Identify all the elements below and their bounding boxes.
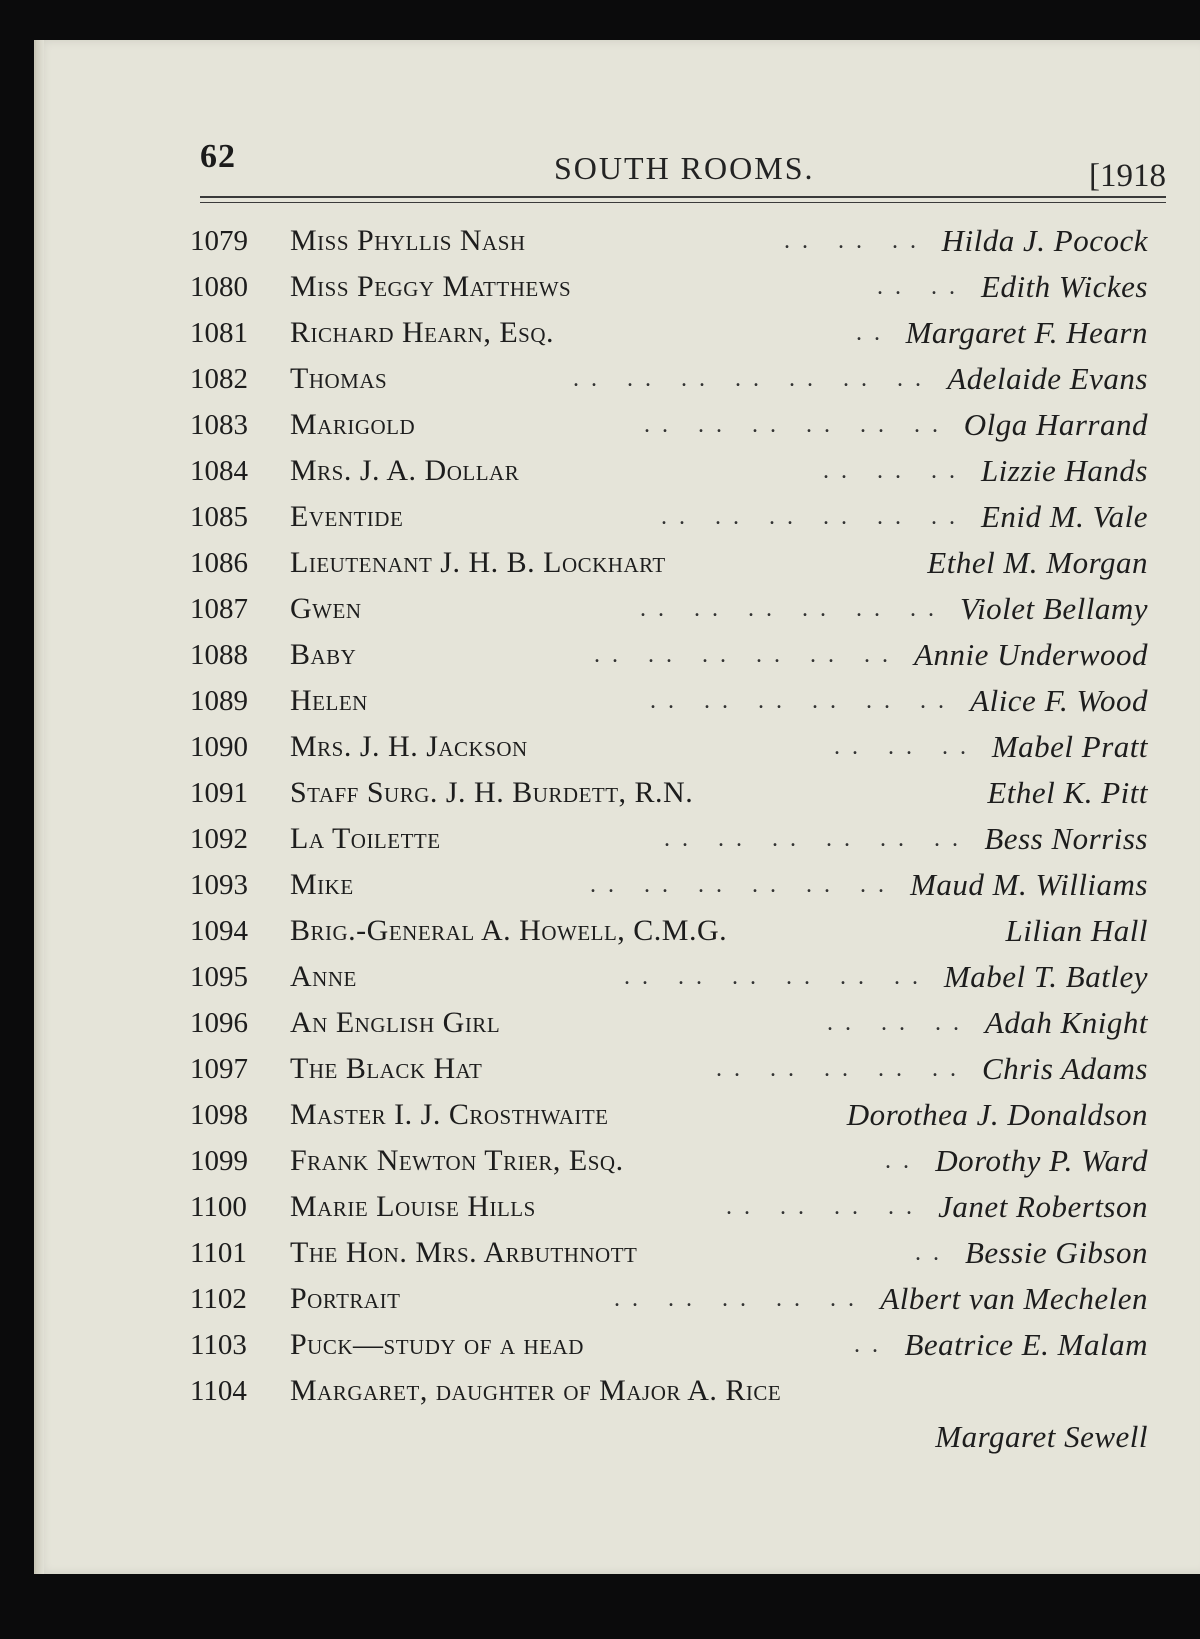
- entry-title: Master I. J. Crosthwaite: [290, 1098, 609, 1131]
- entry-title: Eventide: [290, 500, 404, 533]
- catalogue-entry: [190, 310, 1148, 356]
- entry-title: Portrait: [290, 1282, 401, 1315]
- catalogue-entry: [190, 1276, 1148, 1322]
- entry-artist: Ethel M. Morgan: [927, 545, 1148, 580]
- leader-dots: .. .. .. .. .. ..: [664, 826, 970, 852]
- leader-dots: .. .. .. .. .. .. ..: [573, 366, 933, 392]
- leader-dots: .. .. ..: [784, 228, 928, 254]
- catalogue-entry: [190, 1230, 1148, 1276]
- catalogue-entry: [190, 540, 1148, 586]
- entry-title: Mrs. J. A. Dollar: [290, 454, 520, 487]
- entry-artist: Enid M. Vale: [981, 499, 1148, 534]
- entry-artist: Lizzie Hands: [980, 453, 1148, 488]
- entry-number: 1096: [190, 1007, 248, 1039]
- leader-dots: ..: [854, 1332, 890, 1358]
- entry-artist: Bessie Gibson: [964, 1235, 1148, 1270]
- leader-dots: .. .. ..: [827, 1010, 971, 1036]
- entry-number: 1088: [190, 639, 248, 671]
- leader-dots: ..: [885, 1148, 921, 1174]
- catalogue-entry: [190, 632, 1148, 678]
- entry-title: Helen: [290, 684, 368, 717]
- entry-title: Miss Peggy Matthews: [290, 270, 572, 303]
- page-gutter: [36, 40, 44, 1574]
- entry-artist: Bess Norriss: [984, 821, 1148, 856]
- entry-artist: Ethel K. Pitt: [987, 775, 1148, 810]
- entry-artist: Beatrice E. Malam: [904, 1327, 1148, 1362]
- entry-title: An English Girl: [290, 1006, 501, 1039]
- entry-artist: Margaret F. Hearn: [905, 315, 1148, 350]
- year-mark: [1918: [1089, 158, 1166, 194]
- catalogue-entry: [190, 1046, 1148, 1092]
- entry-artist: Albert van Mechelen: [880, 1281, 1148, 1316]
- entry-artist: Adah Knight: [984, 1005, 1148, 1040]
- entry-number: 1087: [190, 593, 248, 625]
- entry-title: Thomas: [290, 362, 388, 395]
- entry-title: Lieutenant J. H. B. Lockhart: [290, 546, 666, 579]
- entry-number: 1092: [190, 823, 248, 855]
- entry-number: 1097: [190, 1053, 248, 1085]
- entry-artist: Maud M. Williams: [910, 867, 1148, 902]
- entry-artist: Annie Underwood: [914, 637, 1148, 672]
- catalogue-entry: [190, 1322, 1148, 1368]
- page-number: 62: [200, 138, 236, 175]
- entry-title: Baby: [290, 638, 357, 671]
- leader-dots: .. .. .. .. .. ..: [661, 504, 967, 530]
- page-header: [200, 108, 1166, 208]
- entry-title: Puck—study of a head: [290, 1328, 584, 1361]
- catalogue-entry: [190, 448, 1148, 494]
- entry-artist: Alice F. Wood: [970, 683, 1148, 718]
- catalogue-entry: [190, 862, 1148, 908]
- entry-title: The Hon. Mrs. Arbuthnott: [290, 1236, 638, 1269]
- entry-number: 1093: [190, 869, 248, 901]
- leader-dots: .. .. ..: [823, 458, 967, 484]
- entry-artist: Hilda J. Pocock: [941, 223, 1148, 258]
- entry-artist: Adelaide Evans: [947, 361, 1148, 396]
- entry-title: Brig.-General A. Howell, C.M.G.: [290, 914, 728, 947]
- catalogue-entry: [190, 678, 1148, 724]
- catalogue-entry: [190, 1000, 1148, 1046]
- entry-number: 1083: [190, 409, 248, 441]
- entry-artist: Violet Bellamy: [959, 591, 1148, 626]
- leader-dots: .. .. ..: [834, 734, 978, 760]
- entry-artist: Edith Wickes: [981, 269, 1148, 304]
- catalogue-entry: [190, 1184, 1148, 1230]
- catalogue-entry: [190, 586, 1148, 632]
- entry-number: 1082: [190, 363, 248, 395]
- leader-dots: .. .. .. .. .. ..: [594, 642, 900, 668]
- header-rule-thin: [200, 202, 1166, 203]
- entry-artist: Mabel T. Batley: [943, 959, 1148, 994]
- catalogue-entry: [190, 1092, 1148, 1138]
- catalogue-entry: [190, 402, 1148, 448]
- entry-title: Miss Phyllis Nash: [290, 224, 526, 257]
- catalogue-entry: [190, 218, 1148, 264]
- entry-number: 1102: [190, 1283, 247, 1315]
- entry-title: La Toilette: [290, 822, 441, 855]
- entry-number: 1079: [190, 225, 248, 257]
- entry-artist: Olga Harrand: [963, 407, 1148, 442]
- entry-number: 1100: [190, 1191, 247, 1223]
- catalogue-entry: [190, 816, 1148, 862]
- entry-title: Staff Surg. J. H. Burdett, R.N.: [290, 776, 694, 809]
- catalogue-entry: [190, 770, 1148, 816]
- entry-artist: Dorothy P. Ward: [935, 1143, 1148, 1178]
- entry-title: Richard Hearn, Esq.: [290, 316, 555, 349]
- entry-number: 1099: [190, 1145, 248, 1177]
- leader-dots: .. .. .. .. .. ..: [590, 872, 896, 898]
- entry-number: 1098: [190, 1099, 248, 1131]
- entry-number: 1084: [190, 455, 248, 487]
- entry-number: 1095: [190, 961, 248, 993]
- catalogue-entry: [190, 908, 1148, 954]
- entry-number: 1080: [190, 271, 248, 303]
- entry-title: Marie Louise Hills: [290, 1190, 536, 1223]
- entry-number: 1090: [190, 731, 248, 763]
- entry-number: 1103: [190, 1329, 247, 1361]
- catalogue-entry: [190, 356, 1148, 402]
- entry-title: Mrs. J. H. Jackson: [290, 730, 528, 763]
- leader-dots: ..: [915, 1240, 951, 1266]
- leader-dots: .. .. .. .. .. ..: [624, 964, 930, 990]
- catalogue-entry: [190, 494, 1148, 540]
- entry-number: 1091: [190, 777, 248, 809]
- entry-artist: Lilian Hall: [1005, 913, 1148, 948]
- leader-dots: .. .. .. .. .. ..: [650, 688, 956, 714]
- leader-dots: ..: [856, 320, 892, 346]
- catalogue-entry: [190, 1368, 1148, 1460]
- entry-artist: Margaret Sewell: [935, 1419, 1148, 1454]
- catalogue-entry: [190, 264, 1148, 310]
- entry-title: Anne: [290, 960, 357, 993]
- header-rule: [200, 196, 1166, 198]
- catalogue-entry: [190, 954, 1148, 1000]
- leader-dots: .. .. .. .. ..: [716, 1056, 968, 1082]
- leader-dots: .. .. .. .. .. ..: [640, 596, 946, 622]
- entry-title: Gwen: [290, 592, 362, 625]
- entry-title: Mike: [290, 868, 354, 901]
- entry-number: 1086: [190, 547, 248, 579]
- catalogue-entry: [190, 1138, 1148, 1184]
- entry-number: 1081: [190, 317, 248, 349]
- leader-dots: .. .. .. ..: [726, 1194, 924, 1220]
- entry-artist: Janet Robertson: [938, 1189, 1148, 1224]
- leader-dots: .. .. .. .. .. ..: [644, 412, 950, 438]
- entry-artist: Chris Adams: [982, 1051, 1148, 1086]
- entry-number: 1104: [190, 1375, 247, 1407]
- leader-dots: .. ..: [877, 274, 967, 300]
- entry-artist: Mabel Pratt: [991, 729, 1148, 764]
- running-title: SOUTH ROOMS.: [554, 150, 815, 186]
- entry-title: Frank Newton Trier, Esq.: [290, 1144, 624, 1177]
- entry-number: 1094: [190, 915, 248, 947]
- catalogue-entry: [190, 724, 1148, 770]
- entry-title: Margaret, daughter of Major A. Rice: [290, 1374, 782, 1407]
- entry-number: 1085: [190, 501, 248, 533]
- entry-title: Marigold: [290, 408, 416, 441]
- entry-number: 1089: [190, 685, 248, 717]
- entry-number: 1101: [190, 1237, 247, 1269]
- entry-artist: Dorothea J. Donaldson: [846, 1097, 1148, 1132]
- leader-dots: .. .. .. .. ..: [614, 1286, 866, 1312]
- entry-title: The Black Hat: [290, 1052, 483, 1085]
- catalogue-list: [190, 218, 1148, 1460]
